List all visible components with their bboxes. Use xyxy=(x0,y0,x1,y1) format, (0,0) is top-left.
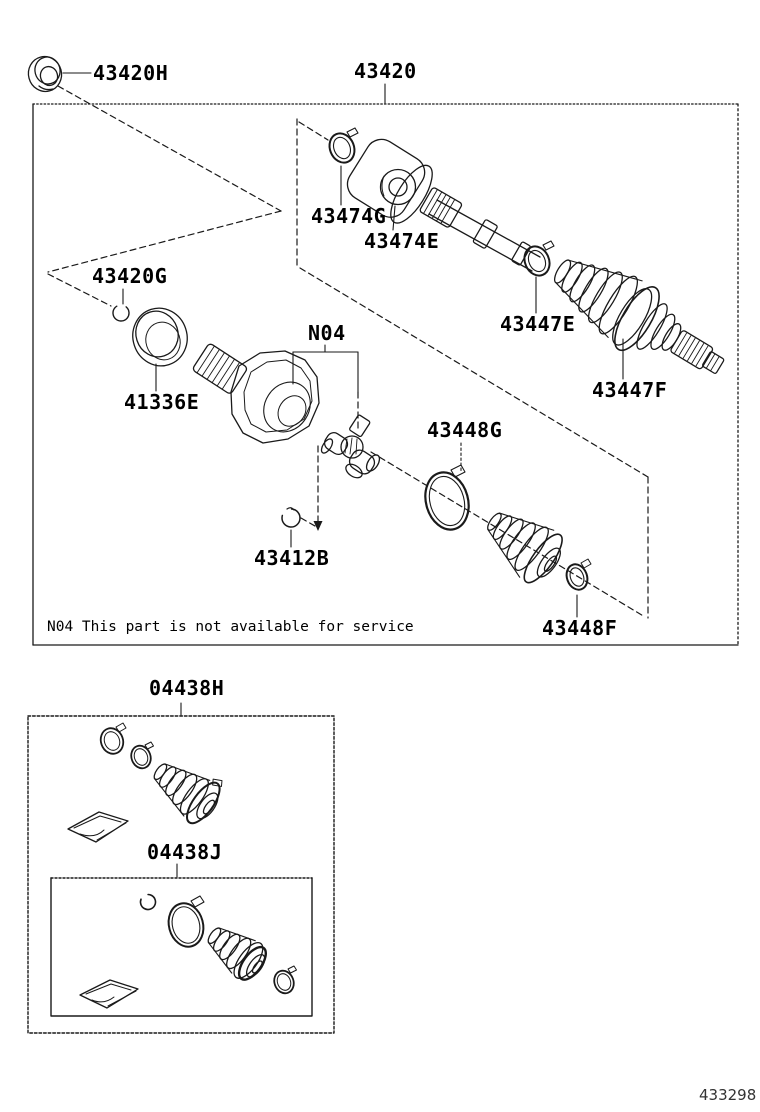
callout-43448g[interactable]: 43448G xyxy=(427,418,503,442)
kit-inner-clamp-large-drawing xyxy=(164,896,208,951)
boot-kit-inner-box xyxy=(51,878,312,1016)
callout-04438j[interactable]: 04438J xyxy=(147,840,223,864)
callout-43420[interactable]: 43420 xyxy=(354,59,417,83)
callout-43420h[interactable]: 43420H xyxy=(93,61,169,85)
callout-43447f[interactable]: 43447F xyxy=(592,378,668,402)
dust-cover-drawing xyxy=(125,301,194,373)
kit-inner-clamp-small-drawing xyxy=(271,966,297,996)
callout-43474g[interactable]: 43474G xyxy=(311,204,387,228)
inner-boot-drawing xyxy=(474,497,572,590)
callout-n04: N04 xyxy=(308,321,346,345)
callout-04438h[interactable]: 04438H xyxy=(149,676,225,700)
callout-43412b[interactable]: 43412B xyxy=(254,546,330,570)
main-diagram-box xyxy=(33,104,738,645)
inner-joint-drawing xyxy=(192,343,320,443)
inboard-clamp-drawing xyxy=(325,128,358,166)
sheet-number: 433298 xyxy=(699,1086,757,1104)
seal-drawing xyxy=(25,53,66,95)
snap-ring-drawing xyxy=(281,508,301,528)
kit-inner-grease-pack-drawing xyxy=(80,980,138,1008)
kit-outer-boot-drawing xyxy=(143,746,230,829)
callout-43474e[interactable]: 43474E xyxy=(364,229,440,253)
callout-43448f[interactable]: 43448F xyxy=(542,616,618,640)
service-note: N04 This part is not available for service xyxy=(47,619,414,635)
kit-inner-snap-ring-drawing xyxy=(138,892,158,912)
kit-inner-boot-drawing xyxy=(199,916,273,986)
tripod-joint-drawing xyxy=(319,414,382,480)
kit-outer-clamp2-drawing xyxy=(128,742,154,771)
callout-43420g[interactable]: 43420G xyxy=(92,264,168,288)
callout-43447e[interactable]: 43447E xyxy=(500,312,576,336)
boot-kit-outer-box xyxy=(28,716,334,1033)
outboard-shaft-clamp-drawing xyxy=(520,241,554,280)
leader-lines xyxy=(63,73,623,877)
n04-bracket xyxy=(293,345,358,392)
inner-boot-clamp-large-drawing xyxy=(419,465,475,534)
kit-outer-grease-pack-drawing xyxy=(68,812,128,842)
kit-outer-clamp1-drawing xyxy=(97,723,127,757)
small-ring-drawing xyxy=(110,302,133,325)
callout-41336e[interactable]: 41336E xyxy=(124,390,200,414)
